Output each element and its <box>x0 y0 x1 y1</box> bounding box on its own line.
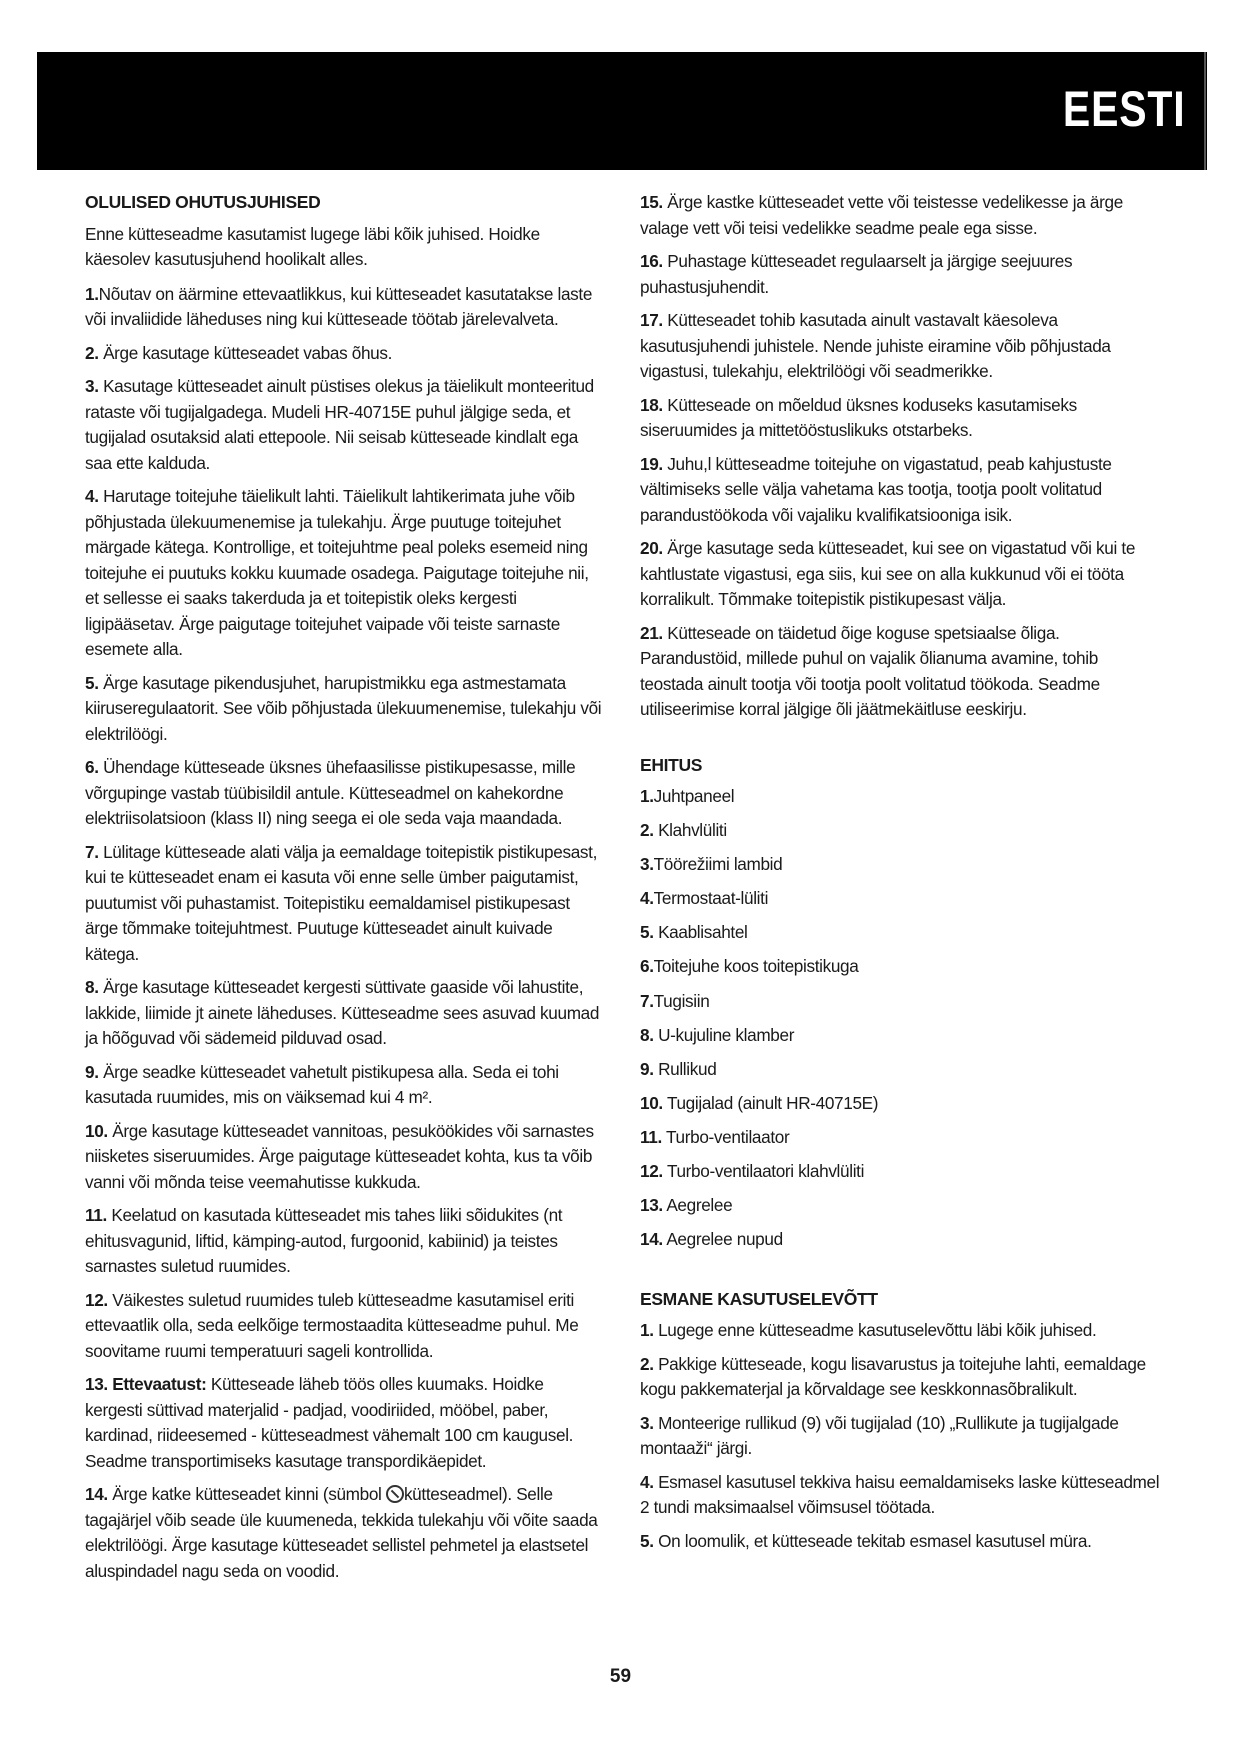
safety-item: 18. Kütteseade on mõeldud üksnes koduseks kasutamiseks siseruumides ja mittetööstuslikuks otstarbeks. <box>640 394 1077 440</box>
safety-item: 19. Juhu,l kütteseadme toitejuhe on vigastatud, peab kahjustuste vältimiseks selle välja vahetama kas tootja, tootja poolt volitatud parandustöökoda või vajaliku kvalifikatsiooniga isik. <box>640 453 1112 525</box>
left-column <box>85 190 605 1592</box>
safety-item: 2. Ärge kasutage kütteseadet vabas õhus. <box>85 342 393 363</box>
safety-item: 8. Ärge kasutage kütteseadet kergesti süttivate gaaside või lahustite, lakkide, liimide jt ainete läheduses. Kütteseadme sees asuvad kuumad ja hõõguvad või sädemeid pilduvad osad. <box>85 977 600 1048</box>
ehitus-item: 3.Töörežiimi lambid <box>640 854 783 875</box>
ehitus-item: 7.Tugisiin <box>640 990 710 1011</box>
safety-item: 4. Harutage toitejuhe täielikult lahti. Täielikult lahtikerimata juhe võib põhjustada ülekuumenemise ja tulekahju. Ärge puutuge toitejuhet märgade kätega. Kontrollige, et toitejuhtme peal poleks esemeid ning toitejuhe ei puutuks kokku kuumade osadega. Paigutage toitejuhe nii, et sellesse ei saaks takerduda ja et toitepistik oleks kergesti ligipääsetav. Ärge paigutage toitejuhet vaipade või teiste sarnaste esemete alla. <box>85 486 589 659</box>
esmane-item: 5. On loomulik, et kütteseade tekitab esmasel kasutusel müra. <box>640 1530 1092 1551</box>
safety-item: 15. Ärge kastke kütteseadet vette või teistesse vedelikesse ja ärge valage vett või teisi vedelikke seadme peale ega sisse. <box>640 192 1123 238</box>
page-number: 59 <box>609 1666 632 1687</box>
header-edge <box>1204 52 1206 170</box>
safety-item: 13. Ettevaatust: Kütteseade läheb töös olles kuumaks. Hoidke kergesti süttivad materjalid - padjad, voodiriided, mööbel, paber, kardinad, riideesemed - kütteseadmest vähemalt 100 cm kaugusel. Seadme transportimiseks kasutage transpordikäepidet. <box>85 1374 574 1471</box>
esmane-item: 2. Pakkige kütteseade, kogu lisavarustus ja toitejuhe lahti, eemaldage kogu pakkematerjal ja kõrvaldage see keskkonnasõbralikult. <box>640 1353 1146 1400</box>
safety-item-14: 14. Ärge katke kütteseadet kinni (sümbol kütteseadmel). Selle tagajärjel võib seade üle kuumeneda, tekkida tulekahju või võite saada elektrilöögi. Ärge kasutage kütteseadet sellistel pehmetel ja elastsetel aluspindadel nagu seda on voodid. <box>85 1484 598 1581</box>
safety-item: 11. Keelatud on kasutada kütteseadet mis tahes liiki sõidukites (nt ehitusvagunid, liftid, kämping-autod, furgoonid, kabiinid) ja teistes sarnastes suletud ruumides. <box>85 1205 563 1276</box>
esmane-title: ESMANE KASUTUSELEVÕTT <box>640 1288 878 1309</box>
safety-item: 10. Ärge kasutage kütteseadet vannitoas, pesuköökides või sarnastes niisketes siseruumides. Ärge paigutage kütteseadet kohta, kus ta võib vanni või mõnda teise veemahutisse kukkuda. <box>85 1120 594 1192</box>
ehitus-item: 5. Kaablisahtel <box>640 922 748 943</box>
ehitus-item: 2. Klahvlüliti <box>640 820 727 841</box>
safety-item: 6. Ühendage kütteseade üksnes ühefaasilisse pistikupesasse, mille võrgupinge vastab tüübisildil antule. Kütteseadmel on kahekordne elektriisolatsioon (klass II) ning seega ei ole seda vaja maandada. <box>85 757 576 828</box>
ehitus-item: 8. U-kujuline klamber <box>640 1024 795 1045</box>
safety-item: 1.Nõutav on äärmine ettevaatlikkus, kui kütteseadet kasutatakse laste või invaliidide läheduses ning kui kütteseade töötab järelevalveta. <box>85 283 593 329</box>
safety-item: 3. Kasutage kütteseadet ainult püstises olekus ja täielikult monteeritud rataste või tugijalgadega. Mudeli HR-40715E puhul jälgige seda, et tugijalad osutaksid alati ettepoole. Nii seisab kütteseade kindlalt ega saa ette kalduda. <box>85 376 594 473</box>
safety-list-continued <box>640 190 1160 723</box>
header-bar <box>37 52 1207 170</box>
safety-item: 5. Ärge kasutage pikendusjuhet, harupistmikku ega astmestamata kiiruseregulaatorit. See võib põhjustada ülekuumenemise, tulekahju või elektrilöögi. <box>85 672 602 744</box>
esmane-item: 1. Lugege enne kütteseadme kasutuselevõttu läbi kõik juhised. <box>640 1320 1097 1341</box>
right-column <box>640 190 1160 1562</box>
safety-title: OLULISED OHUTUSJUHISED <box>85 192 321 212</box>
safety-item: 9. Ärge seadke kütteseadet vahetult pistikupesa alla. Seda ei tohi kasutada ruumides, mis on väiksemad kui 4 m². <box>85 1061 559 1107</box>
do-not-cover-icon <box>386 1485 404 1503</box>
safety-item: 12. Väikestes suletud ruumides tuleb kütteseadme kasutamisel eriti ettevaatlik olla, seda eelkõige termostaadita kütteseadme puhul. Me soovitame ruumi temperatuuri sageli kontrollida. <box>85 1289 579 1361</box>
ehitus-item: 13. Aegrelee <box>640 1195 733 1216</box>
ehitus-item: 11. Turbo-ventilaator <box>640 1126 790 1147</box>
safety-item: 21. Kütteseade on täidetud õige koguse spetsiaalse õliga. Parandustöid, millede puhul on vajalik õlianuma avamine, tohib teostada ainult tootja või tootja poolt volitatud töökoda. Seadme utiliseerimise korral jälgige õli jäätmekäitluse eeskirju. <box>640 622 1100 719</box>
esmane-item: 4. Esmasel kasutusel tekkiva haisu eemaldamiseks laske kütteseadmel 2 tundi maksimaalsel võimsusel töötada. <box>640 1471 1160 1518</box>
ehitus-item: 10. Tugijalad (ainult HR-40715E) <box>640 1092 879 1113</box>
safety-item: 20. Ärge kasutage seda kütteseadet, kui see on vigastatud või kui te kahtlustate vigastusi, ega siis, kui see on alla kukkunud või ei tööta korralikult. Tõmmake toitepistik pistikupesast välja. <box>640 538 1136 609</box>
ehitus-item: 12. Turbo-ventilaatori klahvlüliti <box>640 1161 865 1182</box>
ehitus-title: EHITUS <box>640 754 703 775</box>
ehitus-item: 14. Aegrelee nupud <box>640 1229 783 1250</box>
esmane-list <box>640 1318 1160 1554</box>
ehitus-list <box>640 784 1160 1253</box>
ehitus-item: 6.Toitejuhe koos toitepistikuga <box>640 956 859 977</box>
ehitus-item: 4.Termostaat-lüliti <box>640 888 769 909</box>
ehitus-item: 1.Juhtpaneel <box>640 786 735 806</box>
safety-item: 17. Kütteseadet tohib kasutada ainult vastavalt käesoleva kasutusjuhendi juhistele. Nende juhiste eiramine võib põhjustada vigastusi, tulekahju, elektrilöögi või seadmerikke. <box>640 310 1111 381</box>
esmane-item: 3. Monteerige rullikud (9) või tugijalad (10) „Rullikute ja tugijalgade montaaži“ järgi. <box>640 1412 1119 1459</box>
safety-list <box>85 282 605 1475</box>
safety-item: 16. Puhastage kütteseadet regulaarselt ja järgige seejuures puhastusjuhendit. <box>640 251 1073 297</box>
ehitus-item: 9. Rullikud <box>640 1058 717 1079</box>
safety-intro: Enne kütteseadme kasutamist lugege läbi kõik juhised. Hoidke käesolev kasutusjuhend hoolikalt alles. <box>85 223 540 269</box>
safety-item: 7. Lülitage kütteseade alati välja ja eemaldage toitepistik pistikupesast, kui te kütteseadet enam ei kasuta või enne selle ümber paigutamist, puutumist või puhastamist. Toitepistiku eemaldamisel pistikupesast ärge tõmmake toitejuhtmest. Puutuge kütteseadet ainult kuivade kätega. <box>85 841 598 964</box>
language-label: EESTI <box>1062 81 1185 137</box>
